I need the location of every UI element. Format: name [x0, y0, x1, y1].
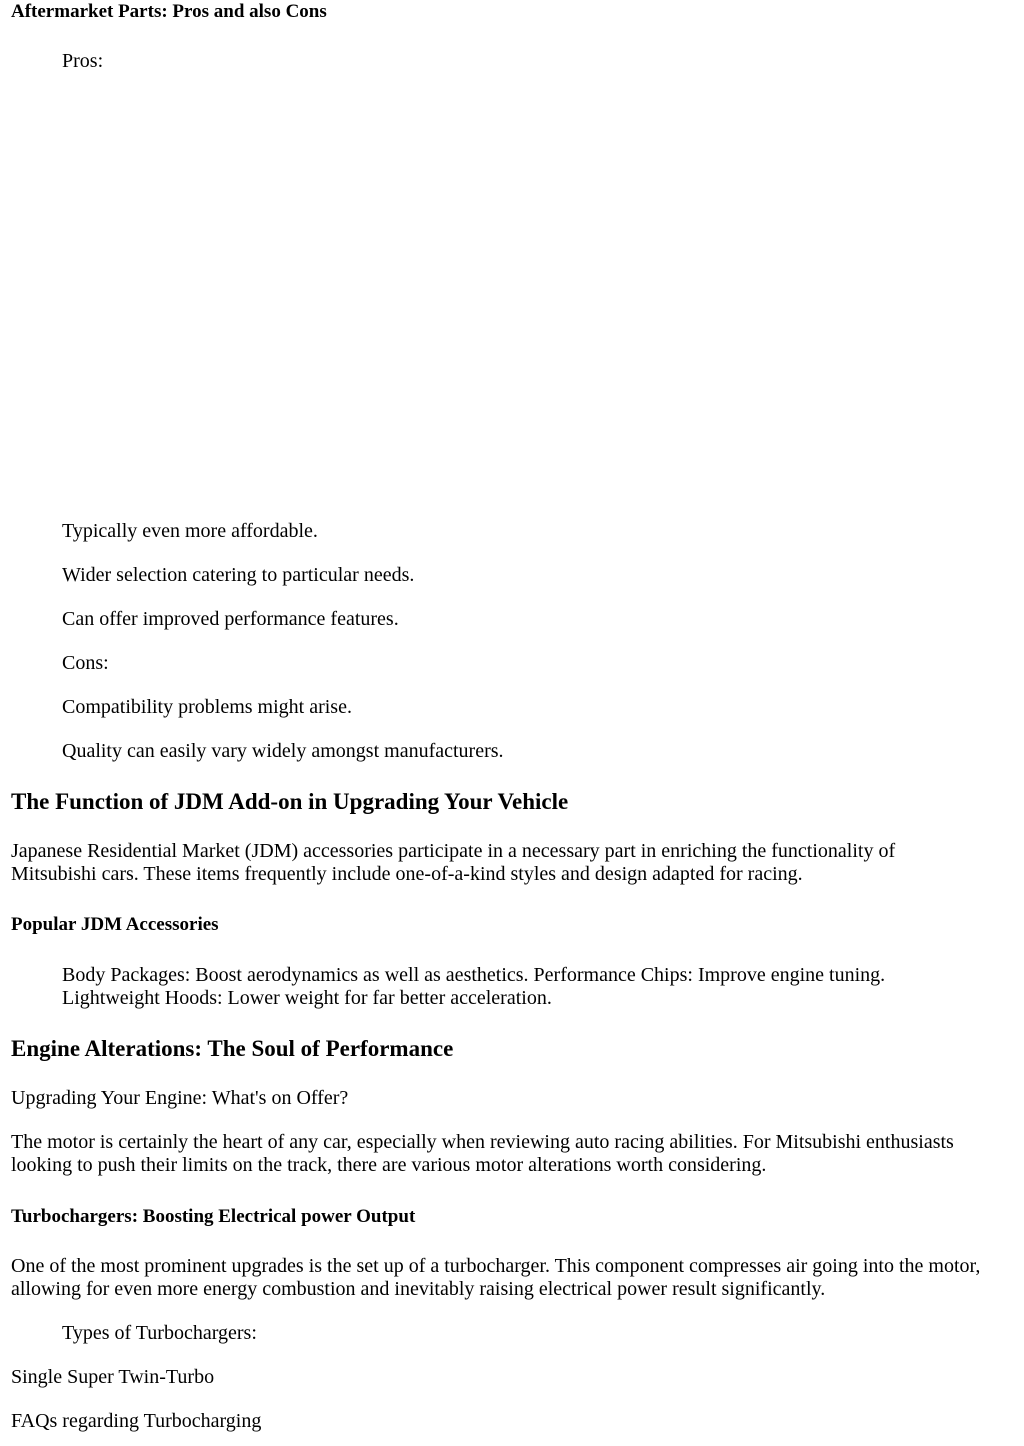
- jdm-accessories-line-2: Lightweight Hoods: Lower weight for far better acceleration.: [62, 987, 552, 1009]
- turbo-heading: Turbochargers: Boosting Electrical power Output: [11, 1206, 416, 1227]
- cons-label: Cons:: [62, 652, 109, 674]
- turbo-types-label: Types of Turbochargers:: [62, 1322, 257, 1344]
- jdm-accessories-line-1: Body Packages: Boost aerodynamics as well as aesthetics. Performance Chips: Improve engine tuning.: [62, 964, 886, 986]
- aftermarket-heading: Aftermarket Parts: Pros and also Cons: [11, 1, 327, 22]
- engine-paragraph-line-2: looking to push their limits on the track, there are various motor alterations worth considering.: [11, 1154, 767, 1176]
- turbo-paragraph-line-1: One of the most prominent upgrades is the set up of a turbocharger. This component compresses air going into the motor,: [11, 1255, 981, 1277]
- pros-item: Can offer improved performance features.: [62, 608, 399, 630]
- jdm-heading: The Function of JDM Add-on in Upgrading Your Vehicle: [11, 789, 569, 814]
- turbo-paragraph-line-2: allowing for even more energy combustion and inevitably raising electrical power result significantly.: [11, 1278, 826, 1300]
- engine-paragraph-line-1: The motor is certainly the heart of any car, especially when reviewing auto racing abilities. For Mitsubishi enthusiasts: [11, 1131, 954, 1153]
- engine-question: Upgrading Your Engine: What's on Offer?: [11, 1087, 349, 1109]
- cons-item: Quality can easily vary widely amongst manufacturers.: [62, 740, 504, 762]
- faq-label: FAQs regarding Turbocharging: [11, 1410, 262, 1432]
- turbo-types-list: Single Super Twin-Turbo: [11, 1366, 215, 1388]
- engine-heading: Engine Alterations: The Soul of Performance: [11, 1036, 454, 1061]
- pros-item: Typically even more affordable.: [62, 520, 318, 542]
- jdm-paragraph-line-1: Japanese Residential Market (JDM) accessories participate in a necessary part in enriching the functionality of: [11, 840, 896, 862]
- pros-label: Pros:: [62, 50, 104, 72]
- cons-item: Compatibility problems might arise.: [62, 696, 352, 718]
- jdm-subheading: Popular JDM Accessories: [11, 914, 219, 935]
- jdm-paragraph-line-2: Mitsubishi cars. These items frequently include one-of-a-kind styles and design adapted for racing.: [11, 863, 803, 885]
- pros-item: Wider selection catering to particular needs.: [62, 564, 415, 586]
